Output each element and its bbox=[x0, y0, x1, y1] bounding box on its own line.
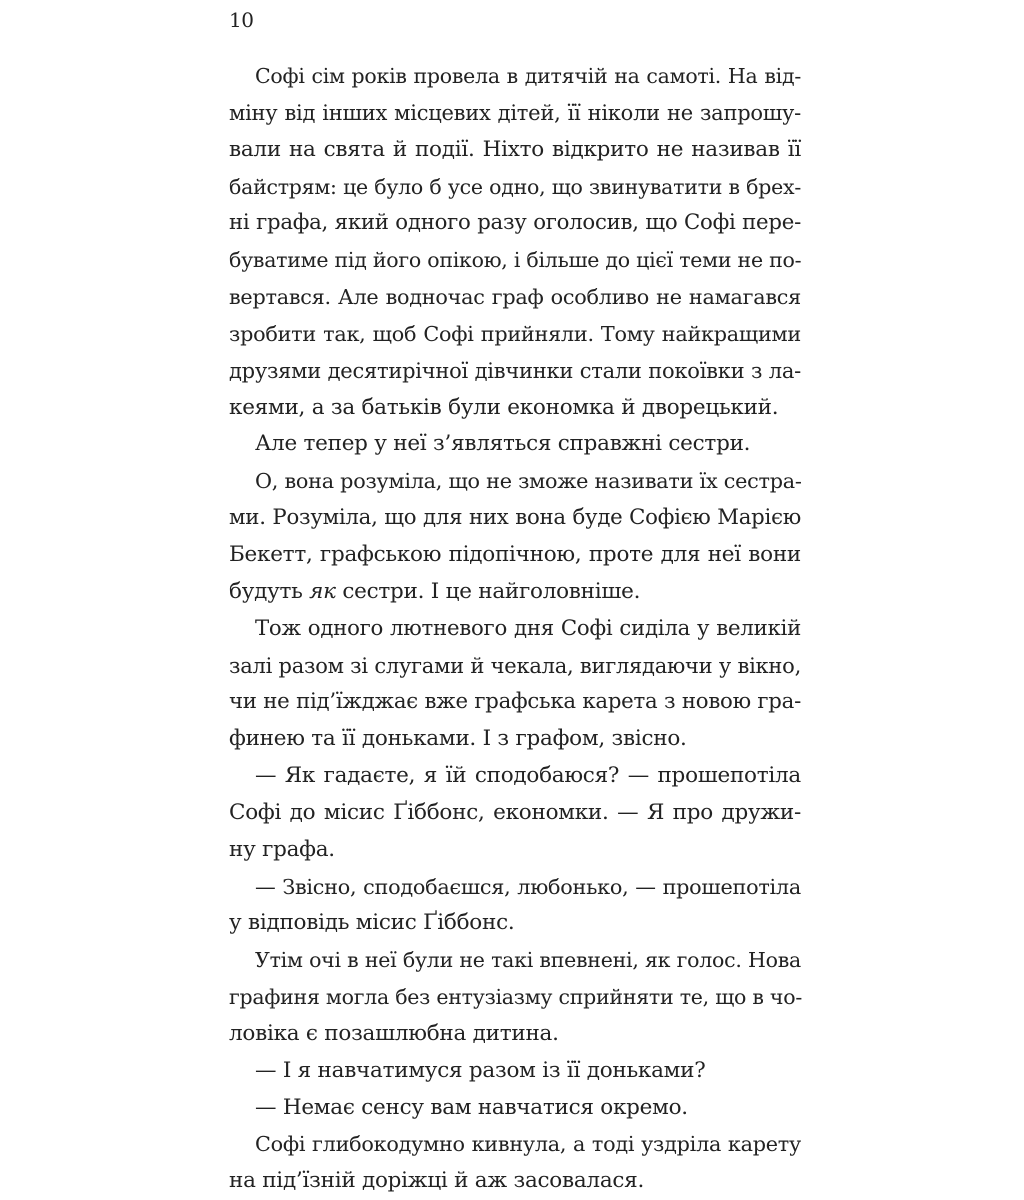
text-line: Тож одного лютневого дня Софі сиділа у великій bbox=[255, 615, 801, 641]
body-text bbox=[229, 58, 801, 1200]
text-line: — Звісно, сподобаєшся, любонько, — прошепотіла bbox=[255, 874, 801, 899]
text-segment: будуть bbox=[229, 578, 310, 604]
text-line: ми. Розуміла, що для них вона буде Софією Марією bbox=[229, 505, 801, 531]
text-line: чи не під’їжджає вже графська карета з новою гра- bbox=[229, 689, 801, 715]
text-line: — Немає сенсу вам навчатися окремо. bbox=[255, 1094, 688, 1120]
text-line: ну графа. bbox=[229, 836, 335, 862]
text-line: — Як гадаєте, я їй сподобаюся? — прошепотіла bbox=[255, 763, 801, 789]
text-line: — І я навчатимуся разом із її доньками? bbox=[255, 1057, 706, 1083]
page-number: 10 bbox=[229, 8, 254, 32]
text-line: Софі сім років провела в дитячій на самоті. На від- bbox=[255, 64, 801, 88]
text-segment: сестри. І це найголовніше. bbox=[335, 578, 641, 604]
text-line: графиня могла без ентузіазму сприйняти те, що в чо- bbox=[229, 985, 802, 1010]
text-line: вали на свята й події. Ніхто відкрито не називав її bbox=[229, 136, 801, 162]
text-line: вертався. Але водночас граф особливо не намагався bbox=[229, 285, 801, 310]
text-line: Але тепер у неї з’являться справжні сестри. bbox=[255, 431, 751, 457]
text-line: залі разом зі слугами й чекала, виглядаючи у вікно, bbox=[229, 653, 801, 678]
text-line: кеями, а за батьків були економка й дворецький. bbox=[229, 394, 779, 420]
text-line: Софі до місис Ґіббонс, економки. — Я про дружи- bbox=[229, 799, 801, 825]
text-line: ні графа, який одного разу оголосив, що Софі пере- bbox=[229, 210, 801, 236]
text-line: ловіка є позашлюбна дитина. bbox=[229, 1020, 559, 1046]
text-line: Бекетт, графською підопічною, проте для неї вони bbox=[229, 541, 801, 567]
text-line: друзями десятирічної дівчинки стали покоївки з ла- bbox=[229, 358, 801, 383]
text-line: у відповідь місис Ґіббонс. bbox=[229, 910, 515, 936]
text-line: Утім очі в неї були не такі впевнені, як голос. Нова bbox=[255, 948, 801, 973]
text-line: О, вона розуміла, що не зможе називати їх сестра- bbox=[255, 469, 802, 494]
text-line: финею та її доньками. І з графом, звісно. bbox=[229, 726, 687, 752]
text-line: зробити так, щоб Софі прийняли. Тому найкращими bbox=[229, 321, 801, 346]
text-line bbox=[229, 574, 801, 611]
text-line: на під’їзній доріжці й аж засовалася. bbox=[229, 1168, 645, 1194]
text-line: міну від інших місцевих дітей, її ніколи не запрошу- bbox=[229, 100, 801, 125]
italic-word: як bbox=[309, 578, 336, 604]
text-line: Софі глибокодумно кивнула, а тоді уздріла карету bbox=[255, 1132, 801, 1157]
text-line: буватиме під його опікою, і більше до цієї теми не по- bbox=[229, 248, 802, 273]
text-line: байстрям: це було б усе одно, що звинуватити в брех- bbox=[229, 174, 801, 199]
